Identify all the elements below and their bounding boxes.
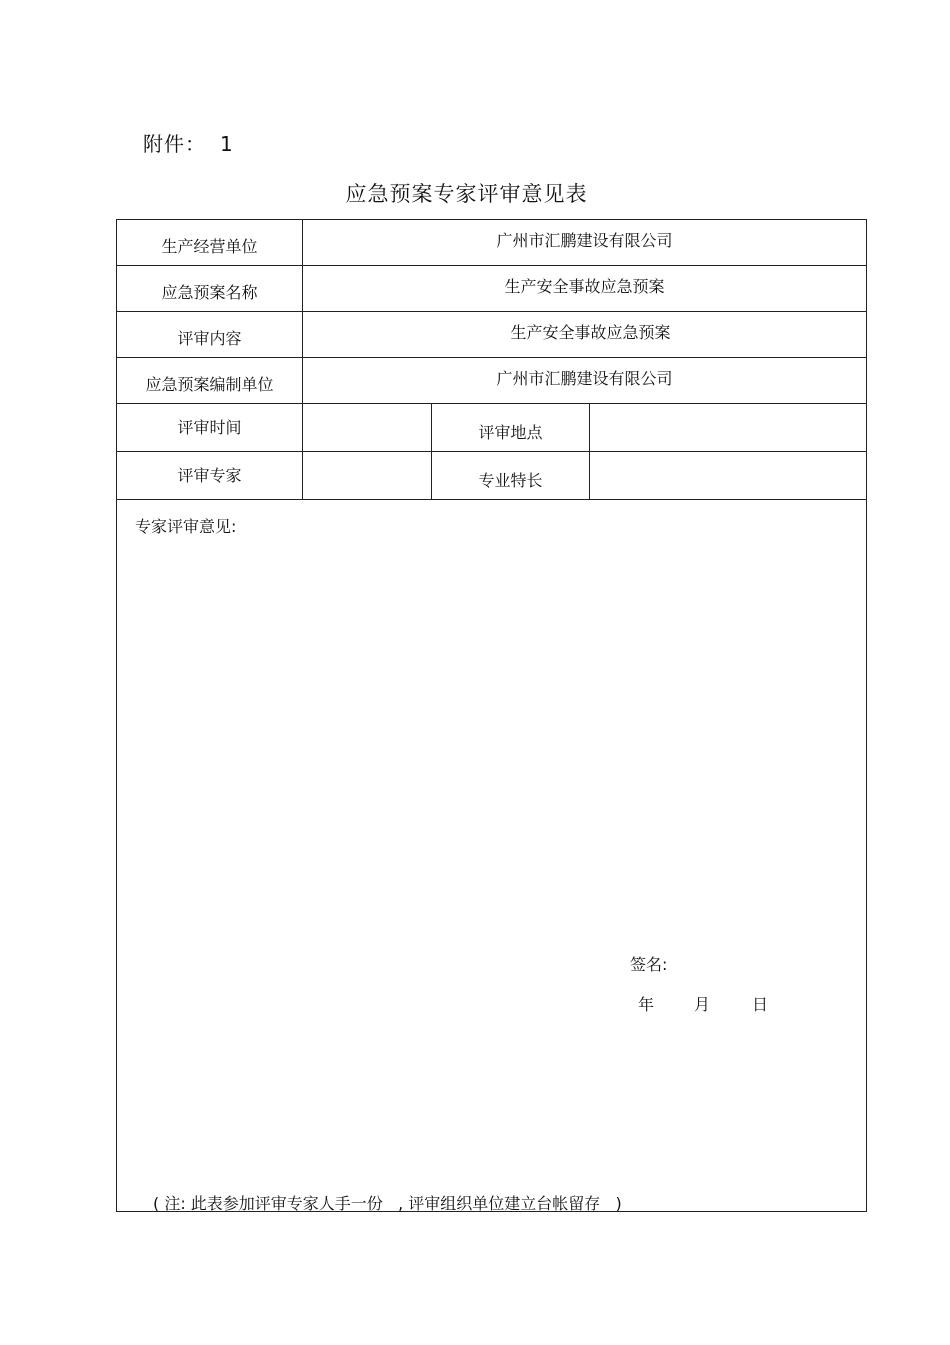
review-content-label: 评审内容 bbox=[117, 312, 303, 358]
footnote: ( 注: 此表参加评审专家人手一份 , 评审组织单位建立台帐留存 ) bbox=[153, 1194, 622, 1213]
specialty-label: 专业特长 bbox=[432, 452, 590, 500]
review-time-label: 评审时间 bbox=[117, 404, 303, 452]
business-unit-label: 生产经营单位 bbox=[117, 220, 303, 266]
form-title: 应急预案专家评审意见表 bbox=[345, 182, 588, 206]
specialty-field[interactable] bbox=[590, 452, 867, 500]
table-row-expert bbox=[117, 452, 867, 500]
opinion-area[interactable] bbox=[117, 500, 867, 1212]
year-label: 年 bbox=[638, 995, 655, 1014]
review-place-field[interactable] bbox=[590, 404, 867, 452]
day-label: 日 bbox=[752, 995, 769, 1014]
table-row-time-place bbox=[117, 404, 867, 452]
compiling-unit-label: 应急预案编制单位 bbox=[117, 358, 303, 404]
signature-label: 签名: bbox=[630, 955, 668, 974]
review-time-field[interactable] bbox=[303, 404, 432, 452]
expert-label: 评审专家 bbox=[117, 452, 303, 500]
opinion-label: 专家评审意见: bbox=[135, 517, 237, 536]
compiling-unit-value: 广州市汇鹏建设有限公司 bbox=[303, 358, 867, 404]
business-unit-value: 广州市汇鹏建设有限公司 bbox=[303, 220, 867, 266]
review-form-table bbox=[116, 219, 867, 1212]
table-row-opinion bbox=[117, 500, 867, 1212]
table-row-plan-name bbox=[117, 266, 867, 312]
date-line bbox=[638, 992, 768, 1015]
attachment-label: 附件： bbox=[143, 132, 206, 156]
table-row-business-unit bbox=[117, 220, 867, 266]
month-label: 月 bbox=[694, 995, 711, 1014]
review-place-label: 评审地点 bbox=[432, 404, 590, 452]
review-content-value: 生产安全事故应急预案 bbox=[303, 312, 867, 358]
plan-name-label: 应急预案名称 bbox=[117, 266, 303, 312]
expert-field[interactable] bbox=[303, 452, 432, 500]
table-row-compiling-unit bbox=[117, 358, 867, 404]
table-row-review-content bbox=[117, 312, 867, 358]
attachment-heading bbox=[143, 128, 234, 157]
plan-name-value: 生产安全事故应急预案 bbox=[303, 266, 867, 312]
attachment-number: 1 bbox=[220, 132, 234, 156]
